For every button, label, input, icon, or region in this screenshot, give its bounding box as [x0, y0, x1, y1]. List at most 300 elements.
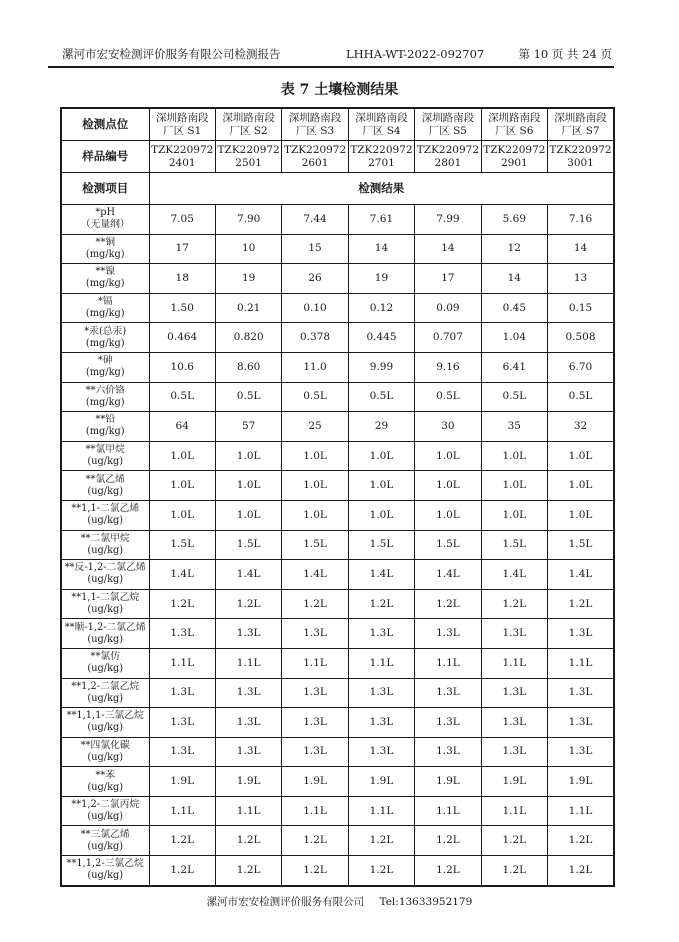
value-cell: 0.09 — [415, 293, 481, 323]
item-cell — [61, 500, 149, 530]
value-cell: 0.12 — [348, 293, 414, 323]
item-name: **镍 — [95, 266, 116, 278]
point-name: 深圳路南段 — [554, 111, 607, 124]
header-divider — [48, 66, 614, 68]
value-cell: 1.4L — [282, 560, 348, 590]
value-cell: 1.4L — [348, 560, 414, 590]
value-cell: 0.5L — [481, 382, 547, 412]
table-row — [61, 264, 614, 294]
value-cell: 1.2L — [149, 589, 215, 619]
value-cell: 1.2L — [348, 589, 414, 619]
item-unit: (mg/kg) — [85, 308, 125, 320]
value-cell: 1.3L — [415, 619, 481, 649]
item-cell — [61, 856, 149, 886]
value-cell: 1.1L — [548, 648, 614, 678]
sample-code-cell — [415, 141, 481, 173]
value-cell: 1.2L — [481, 589, 547, 619]
value-cell: 1.2L — [548, 589, 614, 619]
value-cell: 1.9L — [415, 767, 481, 797]
value-cell: 1.2L — [348, 856, 414, 886]
item-cell — [61, 323, 149, 353]
table-row — [61, 619, 614, 649]
value-cell: 9.16 — [415, 352, 481, 382]
point-name: 深圳路南段 — [155, 111, 209, 124]
value-cell: 1.0L — [548, 441, 614, 471]
value-cell: 1.4L — [149, 560, 215, 590]
sample-code-part1: TZK220972 — [549, 143, 612, 156]
table-row — [61, 648, 614, 678]
value-cell: 1.2L — [548, 826, 614, 856]
item-label: 检测项目 — [61, 173, 149, 205]
value-cell: 0.5L — [348, 382, 414, 412]
item-cell — [61, 441, 149, 471]
value-cell: 1.0L — [149, 471, 215, 501]
page-header — [48, 46, 614, 62]
value-cell: 1.9L — [149, 767, 215, 797]
value-cell: 1.2L — [282, 826, 348, 856]
value-cell: 1.2L — [215, 826, 281, 856]
table-row — [61, 767, 614, 797]
value-cell: 17 — [415, 264, 481, 294]
sample-code-part2: 2401 — [168, 156, 196, 169]
sample-code-cell — [548, 141, 614, 173]
value-cell: 1.3L — [149, 737, 215, 767]
point-name: 深圳路南段 — [222, 111, 275, 124]
value-cell: 1.3L — [415, 737, 481, 767]
sample-code-part1: TZK220972 — [283, 143, 347, 156]
value-cell: 1.2L — [548, 856, 614, 886]
item-unit: (ug/kg) — [87, 544, 124, 556]
item-cell — [61, 530, 149, 560]
value-cell: 1.2L — [149, 826, 215, 856]
value-cell: 1.0L — [215, 471, 281, 501]
item-name: **1,2-二氯丙烷 — [71, 799, 140, 811]
point-label: 检测点位 — [61, 108, 149, 141]
value-cell: 1.3L — [282, 708, 348, 738]
value-cell: 1.9L — [481, 767, 547, 797]
value-cell: 1.0L — [282, 441, 348, 471]
item-unit: (mg/kg) — [85, 426, 125, 438]
item-unit: (mg/kg) — [85, 337, 125, 349]
value-cell: 1.3L — [481, 708, 547, 738]
sample-header-row — [61, 141, 614, 173]
value-cell: 1.5L — [215, 530, 281, 560]
value-cell: 0.445 — [348, 323, 414, 353]
value-cell: 1.4L — [215, 560, 281, 590]
point-zone: 厂区 S2 — [229, 124, 268, 137]
value-cell: 7.16 — [548, 205, 614, 235]
value-cell: 1.04 — [481, 323, 547, 353]
value-cell: 1.3L — [481, 737, 547, 767]
header-page-number: 第 10 页 共 24 页 — [518, 47, 612, 61]
point-zone: 厂区 S4 — [362, 124, 401, 137]
value-cell: 14 — [348, 234, 414, 264]
value-cell: 13 — [548, 264, 614, 294]
result-label: 检测结果 — [149, 173, 614, 205]
item-unit: (ug/kg) — [87, 574, 124, 586]
sample-code-part2: 3001 — [567, 156, 594, 169]
value-cell: 0.464 — [149, 323, 215, 353]
sample-code-part1: TZK220972 — [483, 143, 546, 156]
value-cell: 6.41 — [481, 352, 547, 382]
item-unit: (ug/kg) — [87, 840, 124, 852]
item-cell — [61, 352, 149, 382]
value-cell: 1.3L — [348, 737, 414, 767]
point-cell — [149, 108, 215, 141]
value-cell: 1.2L — [415, 589, 481, 619]
item-name: **1,2-二氯乙烷 — [71, 680, 140, 692]
item-name: *砷 — [97, 355, 113, 367]
value-cell: 0.5L — [415, 382, 481, 412]
point-zone: 厂区 S3 — [295, 124, 335, 137]
value-cell: 1.3L — [149, 619, 215, 649]
sample-code-cell — [282, 141, 348, 173]
table-row — [61, 323, 614, 353]
item-name: **苯 — [95, 769, 116, 781]
item-name: **氯乙烯 — [85, 473, 125, 485]
item-cell — [61, 382, 149, 412]
item-unit: (ug/kg) — [87, 722, 124, 734]
item-unit: (ug/kg) — [87, 485, 124, 497]
point-zone: 厂区 S6 — [495, 124, 534, 137]
value-cell: 1.2L — [149, 856, 215, 886]
value-cell: 0.378 — [282, 323, 348, 353]
table-row — [61, 382, 614, 412]
value-cell: 19 — [215, 264, 281, 294]
item-name: **六价铬 — [85, 384, 125, 396]
item-cell — [61, 412, 149, 442]
value-cell: 12 — [481, 234, 547, 264]
value-cell: 1.5L — [415, 530, 481, 560]
value-cell: 1.3L — [215, 619, 281, 649]
value-cell: 7.61 — [348, 205, 414, 235]
value-cell: 0.707 — [415, 323, 481, 353]
header-report-number: LHHA-WT-2022-092707 — [346, 47, 485, 61]
sample-code-part1: TZK220972 — [416, 143, 480, 156]
item-unit: (mg/kg) — [85, 248, 125, 260]
value-cell: 1.1L — [481, 648, 547, 678]
item-cell — [61, 560, 149, 590]
value-cell: 1.1L — [415, 796, 481, 826]
item-unit: (ug/kg) — [87, 456, 124, 468]
table-row — [61, 826, 614, 856]
item-cell — [61, 589, 149, 619]
value-cell: 1.2L — [415, 826, 481, 856]
value-cell: 29 — [348, 412, 414, 442]
table-title: 表 7 土壤检测结果 — [280, 82, 399, 98]
item-name: *镉 — [97, 296, 113, 308]
value-cell: 7.05 — [149, 205, 215, 235]
value-cell: 1.3L — [215, 737, 281, 767]
value-cell: 1.3L — [481, 678, 547, 708]
value-cell: 14 — [415, 234, 481, 264]
table-row — [61, 589, 614, 619]
item-unit: (ug/kg) — [87, 633, 124, 645]
item-name: **顺-1,2-二氯乙烯 — [64, 621, 146, 633]
soil-results-table — [60, 107, 615, 887]
item-name: **氯仿 — [90, 651, 120, 663]
item-name: **铅 — [95, 414, 116, 426]
value-cell: 1.2L — [481, 856, 547, 886]
item-name: **1,1,2-三氯乙烷 — [66, 858, 144, 870]
value-cell: 57 — [215, 412, 281, 442]
point-zone: 厂区 S7 — [561, 124, 600, 137]
sample-code-part2: 2801 — [434, 156, 462, 169]
value-cell: 1.1L — [149, 796, 215, 826]
value-cell: 18 — [149, 264, 215, 294]
value-cell: 1.3L — [548, 619, 614, 649]
value-cell: 7.99 — [415, 205, 481, 235]
value-cell: 1.1L — [215, 648, 281, 678]
value-cell: 1.0L — [415, 441, 481, 471]
value-cell: 1.9L — [215, 767, 281, 797]
table-row — [61, 530, 614, 560]
sample-code-cell — [481, 141, 547, 173]
item-unit: (ug/kg) — [87, 604, 124, 616]
item-unit: (ug/kg) — [87, 515, 124, 527]
value-cell: 1.0L — [282, 500, 348, 530]
header-company: 漯河市宏安检测评价服务有限公司检测报告 — [62, 47, 281, 61]
item-unit: (mg/kg) — [85, 396, 125, 408]
table-row — [61, 205, 614, 235]
value-cell: 1.1L — [282, 796, 348, 826]
value-cell: 1.3L — [415, 678, 481, 708]
item-name: **四氯化碳 — [80, 739, 130, 751]
item-name: **1,1-二氯乙烷 — [71, 592, 140, 604]
value-cell: 1.3L — [215, 708, 281, 738]
item-cell — [61, 234, 149, 264]
table-row — [61, 412, 614, 442]
point-zone: 厂区 S1 — [163, 124, 202, 137]
item-unit: （无量纲） — [80, 219, 130, 231]
value-cell: 11.0 — [282, 352, 348, 382]
value-cell: 1.0L — [348, 441, 414, 471]
table-row — [61, 441, 614, 471]
item-name: **铜 — [95, 236, 116, 248]
point-name: 深圳路南段 — [355, 111, 408, 124]
table-row — [61, 352, 614, 382]
value-cell: 1.3L — [282, 619, 348, 649]
item-cell — [61, 648, 149, 678]
value-cell: 1.4L — [548, 560, 614, 590]
sample-code-cell — [348, 141, 414, 173]
sample-code-part1: TZK220972 — [217, 143, 280, 156]
point-zone: 厂区 S5 — [428, 124, 467, 137]
table-row — [61, 678, 614, 708]
value-cell: 1.3L — [548, 678, 614, 708]
value-cell: 6.70 — [548, 352, 614, 382]
table-row — [61, 796, 614, 826]
value-cell: 26 — [282, 264, 348, 294]
value-cell: 10.6 — [149, 352, 215, 382]
value-cell: 0.15 — [548, 293, 614, 323]
item-name: **1,1-二氯乙烯 — [71, 503, 140, 515]
item-unit: (ug/kg) — [87, 692, 124, 704]
table-row — [61, 856, 614, 886]
point-name: 深圳路南段 — [421, 111, 475, 124]
value-cell: 1.3L — [548, 737, 614, 767]
value-cell: 0.21 — [215, 293, 281, 323]
value-cell: 64 — [149, 412, 215, 442]
table-row — [61, 471, 614, 501]
table-row — [61, 708, 614, 738]
point-cell — [282, 108, 348, 141]
item-name: **三氯乙烯 — [80, 828, 130, 840]
value-cell: 0.508 — [548, 323, 614, 353]
value-cell: 1.5L — [348, 530, 414, 560]
item-cell — [61, 737, 149, 767]
value-cell: 1.0L — [149, 500, 215, 530]
value-cell: 1.9L — [548, 767, 614, 797]
value-cell: 9.99 — [348, 352, 414, 382]
value-cell: 1.3L — [348, 619, 414, 649]
value-cell: 1.1L — [348, 796, 414, 826]
footer-company: 漯河市宏安检测评价服务有限公司 — [206, 896, 365, 908]
value-cell: 0.5L — [149, 382, 215, 412]
sample-code-part1: TZK220972 — [151, 143, 214, 156]
item-unit: (ug/kg) — [87, 781, 124, 793]
table-row — [61, 234, 614, 264]
item-name: **氯甲烷 — [85, 444, 125, 456]
value-cell: 1.0L — [348, 471, 414, 501]
item-cell — [61, 471, 149, 501]
value-cell: 14 — [548, 234, 614, 264]
value-cell: 30 — [415, 412, 481, 442]
value-cell: 1.4L — [415, 560, 481, 590]
value-cell: 1.3L — [548, 708, 614, 738]
sample-code-cell — [215, 141, 281, 173]
value-cell: 0.45 — [481, 293, 547, 323]
value-cell: 14 — [481, 264, 547, 294]
item-cell — [61, 796, 149, 826]
value-cell: 1.1L — [415, 648, 481, 678]
value-cell: 1.3L — [149, 708, 215, 738]
value-cell: 0.820 — [215, 323, 281, 353]
value-cell: 1.3L — [415, 708, 481, 738]
point-name: 深圳路南段 — [288, 111, 342, 124]
table-row — [61, 560, 614, 590]
value-cell: 1.1L — [282, 648, 348, 678]
table-row — [61, 737, 614, 767]
item-cell — [61, 826, 149, 856]
value-cell: 1.2L — [348, 826, 414, 856]
value-cell: 7.44 — [282, 205, 348, 235]
value-cell: 1.2L — [282, 589, 348, 619]
value-cell: 1.3L — [282, 737, 348, 767]
item-name: **二氯甲烷 — [80, 532, 130, 544]
value-cell: 1.0L — [215, 441, 281, 471]
point-cell — [481, 108, 547, 141]
sample-code-part2: 2901 — [500, 156, 528, 169]
value-cell: 1.5L — [548, 530, 614, 560]
item-name: **反-1,2-二氯乙烯 — [64, 562, 146, 574]
page-footer — [0, 894, 679, 909]
value-cell: 1.3L — [348, 708, 414, 738]
value-cell: 7.90 — [215, 205, 281, 235]
value-cell: 1.9L — [348, 767, 414, 797]
item-unit: (ug/kg) — [87, 751, 124, 763]
item-name: *pH — [95, 207, 116, 219]
point-cell — [348, 108, 414, 141]
item-name: **1,1,1-三氯乙烷 — [66, 710, 144, 722]
value-cell: 1.3L — [282, 678, 348, 708]
point-name: 深圳路南段 — [488, 111, 541, 124]
value-cell: 1.0L — [548, 471, 614, 501]
value-cell: 5.69 — [481, 205, 547, 235]
value-cell: 1.0L — [149, 441, 215, 471]
sample-code-part2: 2501 — [235, 156, 262, 169]
value-cell: 1.1L — [149, 648, 215, 678]
value-cell: 1.5L — [282, 530, 348, 560]
item-cell — [61, 708, 149, 738]
value-cell: 1.0L — [548, 500, 614, 530]
value-cell: 1.0L — [481, 500, 547, 530]
footer-phone: Tel:13633952179 — [379, 896, 473, 908]
item-unit: (mg/kg) — [85, 278, 125, 290]
item-header-row — [61, 173, 614, 205]
item-cell — [61, 264, 149, 294]
sample-code-cell — [149, 141, 215, 173]
value-cell: 1.3L — [348, 678, 414, 708]
item-unit: (ug/kg) — [87, 663, 124, 675]
value-cell: 32 — [548, 412, 614, 442]
value-cell: 1.0L — [415, 500, 481, 530]
item-cell — [61, 293, 149, 323]
value-cell: 1.4L — [481, 560, 547, 590]
value-cell: 1.0L — [415, 471, 481, 501]
sample-code-part2: 2601 — [301, 156, 329, 169]
value-cell: 8.60 — [215, 352, 281, 382]
item-cell — [61, 678, 149, 708]
value-cell: 10 — [215, 234, 281, 264]
sample-label: 样品编号 — [61, 141, 149, 173]
value-cell: 1.0L — [282, 471, 348, 501]
value-cell: 1.1L — [548, 796, 614, 826]
value-cell: 1.9L — [282, 767, 348, 797]
item-cell — [61, 619, 149, 649]
value-cell: 1.5L — [149, 530, 215, 560]
value-cell: 15 — [282, 234, 348, 264]
value-cell: 1.1L — [348, 648, 414, 678]
value-cell: 1.5L — [481, 530, 547, 560]
point-header-row — [61, 108, 614, 141]
point-cell — [415, 108, 481, 141]
point-cell — [215, 108, 281, 141]
item-cell — [61, 205, 149, 235]
value-cell: 1.2L — [481, 826, 547, 856]
item-unit: (ug/kg) — [87, 870, 124, 882]
value-cell: 25 — [282, 412, 348, 442]
item-unit: (ug/kg) — [87, 811, 124, 823]
value-cell: 1.3L — [215, 678, 281, 708]
value-cell: 1.50 — [149, 293, 215, 323]
value-cell: 1.0L — [481, 441, 547, 471]
sample-code-part1: TZK220972 — [350, 143, 413, 156]
value-cell: 1.3L — [149, 678, 215, 708]
value-cell: 1.0L — [215, 500, 281, 530]
point-cell — [548, 108, 614, 141]
sample-code-part2: 2701 — [368, 156, 395, 169]
value-cell: 17 — [149, 234, 215, 264]
value-cell: 0.10 — [282, 293, 348, 323]
value-cell: 35 — [481, 412, 547, 442]
value-cell: 1.2L — [282, 856, 348, 886]
item-unit: (mg/kg) — [85, 367, 125, 379]
item-name: *汞(总汞) — [84, 325, 127, 337]
value-cell: 0.5L — [215, 382, 281, 412]
item-cell — [61, 767, 149, 797]
value-cell: 1.1L — [481, 796, 547, 826]
